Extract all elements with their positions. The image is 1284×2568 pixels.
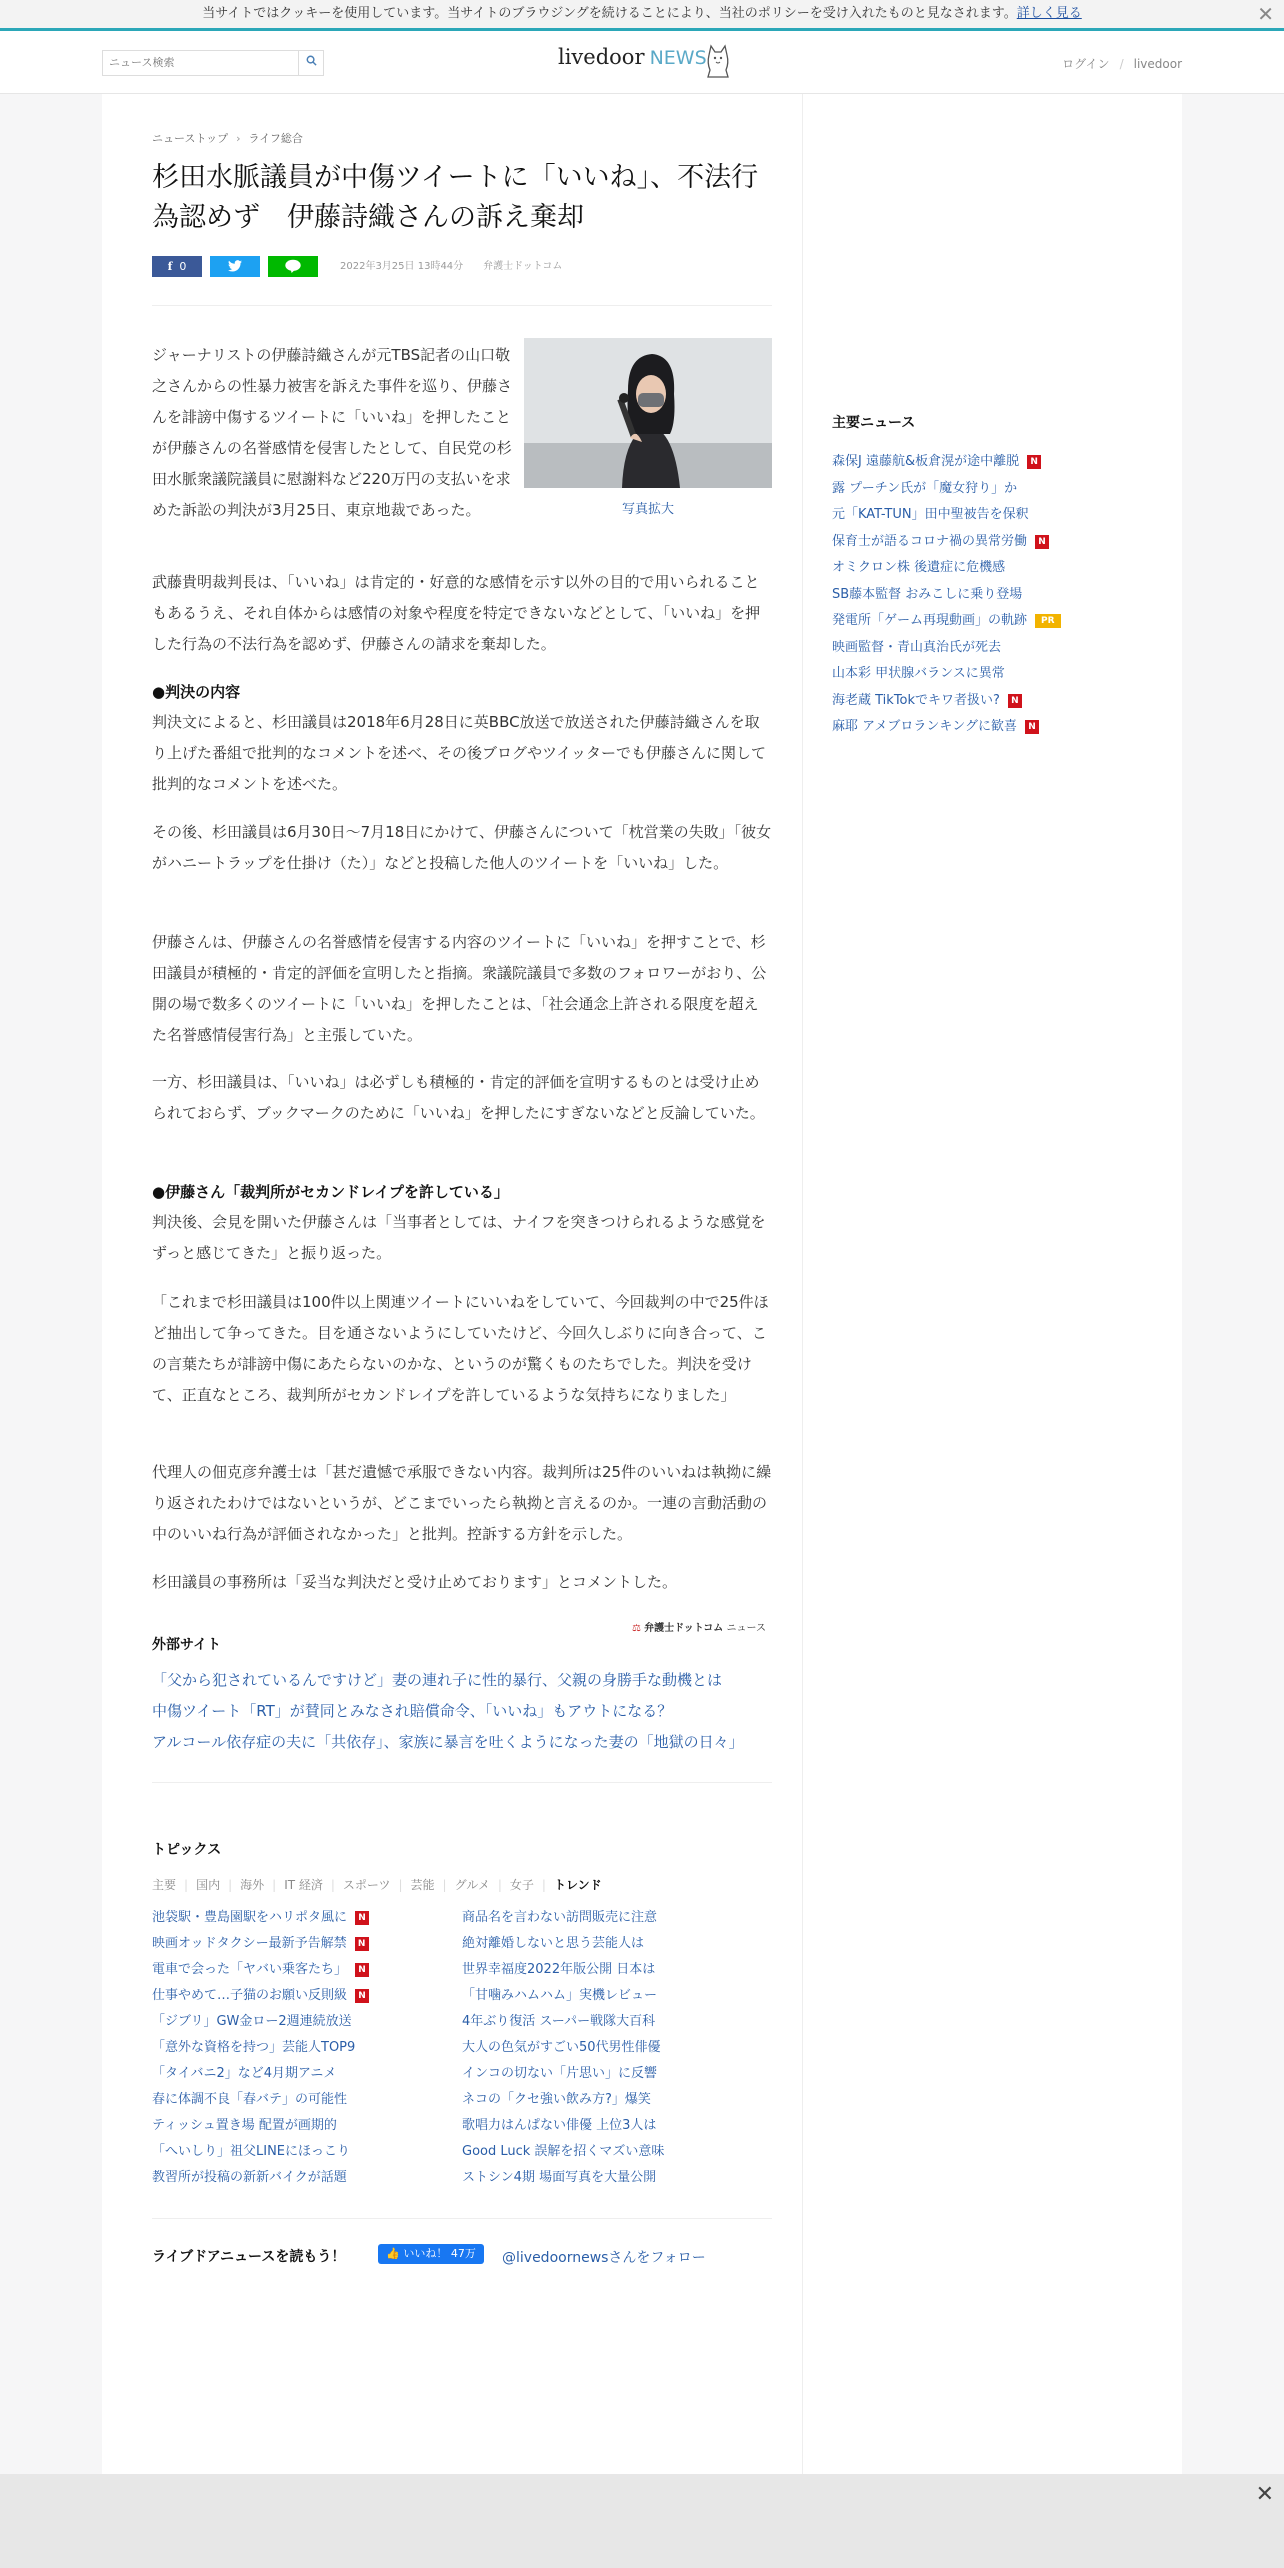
site-logo[interactable] <box>558 45 707 81</box>
article-paragraph: ジャーナリストの伊藤詩織さんが元TBS記者の山口敬之さんからの性暴力被害を訴えた事件を巡り、伊藤さんを誹謗中傷するツイートに「いいね」を押したことが伊藤さんの名誉感情を侵害したとして、自民党の杉田水脈衆議院議員に慰謝料など220万円の支払いを求めた訴訟の判決が3月25日、東京地裁であった。 <box>152 346 513 519</box>
logo-livedoor: livedoor <box>558 45 645 69</box>
new-badge: N <box>1027 455 1041 469</box>
sidebar-item[interactable] <box>832 583 1132 610</box>
tab-separator: | <box>184 1878 189 1892</box>
bottom-ad-bar <box>0 2474 1284 2568</box>
sidebar-item-label[interactable]: SB藤本監督 おみこしに乗り登場 <box>832 586 1023 602</box>
header-separator: / <box>1119 57 1124 71</box>
new-badge: N <box>355 1963 369 1977</box>
twitter-follow-link[interactable]: @livedoornewsさんをフォロー <box>502 2250 706 2266</box>
breadcrumb-life[interactable]: ライフ総合 <box>248 132 303 145</box>
tab-sports[interactable]: スポーツ <box>342 1878 391 1892</box>
list-item[interactable] <box>152 1984 472 2010</box>
topic-link[interactable]: 「へいしり」祖父LINEにほっこり <box>152 2144 351 2159</box>
topic-link[interactable]: 映画オッドタクシー最新予告解禁 <box>152 1936 347 1951</box>
section-heading: ●伊藤さん「裁判所がセカンドレイプを許している」 <box>152 1183 509 1201</box>
article-photo[interactable] <box>524 338 772 488</box>
login-link[interactable]: ログイン <box>1062 57 1110 71</box>
cookie-banner <box>0 0 1284 31</box>
list-item[interactable] <box>152 2140 472 2166</box>
divider <box>152 305 772 306</box>
tab-it-economy[interactable]: IT 経済 <box>284 1878 323 1892</box>
topics-tabs <box>152 1876 610 1893</box>
list-item[interactable] <box>152 2036 472 2062</box>
credit-mark-icon: ⚖ <box>631 1623 641 1634</box>
external-sites-title: 外部サイト <box>152 1637 222 1653</box>
article-heading <box>152 1177 772 1208</box>
breadcrumb-news-top[interactable]: ニューストップ <box>152 132 229 145</box>
livedoor-link[interactable]: livedoor <box>1133 57 1182 71</box>
list-item[interactable] <box>152 2062 472 2088</box>
list-item[interactable] <box>152 2010 472 2036</box>
tab-main[interactable]: 主要 <box>152 1878 177 1892</box>
cat-mascot-icon <box>704 43 732 83</box>
credit-news: ニュース <box>726 1623 766 1634</box>
new-badge: N <box>1035 535 1049 549</box>
sidebar-item[interactable] <box>832 530 1132 557</box>
topic-link[interactable]: 春に体調不良「春バテ」の可能性 <box>152 2092 348 2107</box>
list-item[interactable]: 絶対離婚しないと思う芸能人は <box>462 1936 645 1951</box>
search-icon[interactable] <box>298 51 323 75</box>
main-content <box>102 94 1182 2474</box>
topic-link[interactable]: 仕事やめて…子猫のお願い反則級 <box>152 1988 348 2003</box>
sidebar-item-label[interactable]: 発電所「ゲーム再現動画」の軌跡 <box>832 613 1028 628</box>
tab-women[interactable]: 女子 <box>509 1878 534 1892</box>
topic-link[interactable]: 「タイバニ2」など4月期アニメ <box>152 2066 337 2081</box>
sidebar-item[interactable] <box>832 689 1132 716</box>
twitter-share-button[interactable] <box>210 256 260 277</box>
topic-link[interactable]: 「ジブリ」GW金ロー2週連続放送 <box>152 2014 352 2029</box>
list-item[interactable]: ストシン4期 場面写真を大量公開 <box>462 2170 657 2185</box>
new-badge: N <box>355 1989 369 2003</box>
sidebar-item[interactable] <box>832 662 1132 689</box>
sidebar-title: 主要ニュース <box>832 415 916 431</box>
article-meta <box>340 256 562 277</box>
tab-separator: | <box>398 1878 403 1892</box>
follow-label: ライブドアニュースを読もう！ <box>152 2249 346 2265</box>
external-link[interactable]: アルコール依存症の夫に「共依存」、家族に暴言を吐くようになった妻の「地獄の日々」 <box>152 1733 744 1751</box>
sidebar-item-label[interactable]: 海老蔵 TikTokでキワ者扱い? <box>832 692 1000 708</box>
cookie-close-icon[interactable]: ✕ <box>1257 2 1274 26</box>
list-item[interactable]: 4年ぶり復活 スーパー戦隊大百科 <box>462 2014 656 2029</box>
pr-badge: PR <box>1035 614 1061 628</box>
list-item[interactable] <box>152 2088 472 2114</box>
column-divider <box>802 94 803 2474</box>
header-links <box>1062 55 1182 72</box>
article-paragraph: その後、杉田議員は6月30日～7月18日にかけて、伊藤さんについて「枕営業の失敗」「彼女がハニートラップを仕掛け（た）」などと投稿した他人のツイートを「いいね」した。 <box>152 823 772 872</box>
list-item[interactable] <box>152 2114 472 2140</box>
article-heading <box>152 677 772 708</box>
sidebar-item[interactable] <box>832 477 1132 504</box>
sidebar-item[interactable] <box>832 450 1132 477</box>
facebook-icon: f <box>167 260 173 273</box>
list-item[interactable] <box>152 1932 472 1958</box>
sidebar-item[interactable] <box>832 636 1132 663</box>
sidebar-item[interactable] <box>832 715 1132 742</box>
article-date: 2022年3月25日 13時44分 <box>340 261 464 272</box>
list-item[interactable] <box>152 1958 472 1984</box>
list-item[interactable]: インコの切ない「片思い」に反響 <box>462 2066 658 2081</box>
facebook-share-count: 0 <box>179 260 187 273</box>
sidebar-item[interactable] <box>832 503 1132 530</box>
new-badge: N <box>1025 720 1039 734</box>
sidebar-item-label[interactable]: オミクロン株 後遺症に危機感 <box>832 560 1006 575</box>
article-title: 杉田水脈議員が中傷ツイートに「いいね」、不法行為認めず 伊藤詩織さんの訴え棄却 <box>152 162 759 233</box>
list-item[interactable] <box>152 2166 472 2192</box>
close-icon[interactable]: ✕ <box>1255 2482 1274 2507</box>
tab-separator: | <box>442 1878 447 1892</box>
external-link[interactable]: 「父から犯されているんですけど」妻の連れ子に性的暴行、父親の身勝手な動機とは <box>152 1671 723 1689</box>
sidebar-item-label[interactable]: 麻耶 アメブロランキングに歓喜 <box>832 719 1017 734</box>
sidebar-main-news <box>832 412 1132 742</box>
search-input[interactable] <box>103 52 301 74</box>
divider <box>152 1782 772 1783</box>
tab-domestic[interactable]: 国内 <box>196 1878 221 1892</box>
list-item[interactable]: 歌唱力はんぱない俳優 上位3人は <box>462 2118 657 2133</box>
sidebar-item[interactable] <box>832 609 1132 636</box>
new-badge: N <box>355 1937 369 1951</box>
article-paragraph: 武藤貴明裁判長は、「いいね」は肯定的・好意的な感情を示す以外の目的で用いられることもあるうえ、それ自体からは感情の対象や程度を特定できないなどとして、「いいね」を押した行為の不法行為を認めず、伊藤さんの請求を棄却した。 <box>152 573 761 653</box>
list-item[interactable]: 大人の色気がすごい50代男性俳優 <box>462 2040 661 2055</box>
article-paragraph: 判決文によると、杉田議員は2018年6月28日に英BBC放送で放送された伊藤詩織さんを取り上げた番組で批判的なコメントを述べ、その後ブログやツイッターでも伊藤さんに関して批判的なコメントを述べた。 <box>152 713 766 793</box>
new-badge: N <box>355 1911 369 1925</box>
share-bar <box>152 256 772 278</box>
article-source: 弁護士ドットコム <box>483 261 563 272</box>
list-item[interactable]: 世界幸福度2022年版公開 日本は <box>462 1962 656 1977</box>
topic-link[interactable]: ティッシュ置き場 配置が画期的 <box>152 2118 337 2133</box>
tab-separator: | <box>497 1878 502 1892</box>
thumbs-up-icon: 👍 <box>386 2247 400 2260</box>
list-item[interactable]: 「甘噛みハムハム」実機レビュー <box>462 1988 658 2003</box>
topic-link[interactable]: 「意外な資格を持つ」芸能人TOP9 <box>152 2040 356 2055</box>
list-item[interactable]: ネコの「クセ強い飲み方?」爆笑 <box>462 2092 651 2107</box>
line-share-button[interactable] <box>268 256 318 277</box>
article-paragraph: 判決後、会見を開いた伊藤さんは「当事者としては、ナイフを突きつけられるような感覚をずっと感じてきた」と振り返った。 <box>152 1213 766 1262</box>
cookie-text: 当サイトではクッキーを使用しています。当サイトのブラウジングを続けることにより、当社のポリシーを受け入れたものと見なされます。 <box>202 6 1017 21</box>
article-paragraph: 「これまで杉田議員は100件以上関連ツイートにいいねをしていて、今回裁判の中で25件ほど抽出して争ってきた。目を通さないようにしていたけど、今回久しぶりに向き合って、この言葉たちが誹謗中傷にあたらないのかな、というのが驚くものたちでした。判決を受けて、正直なところ、裁判所がセカンドレイプを許しているような気持ちになりました」 <box>152 1293 769 1404</box>
follow-bar <box>152 2244 772 2284</box>
divider <box>152 2218 772 2219</box>
sidebar-item[interactable] <box>832 556 1132 583</box>
topic-link[interactable]: 電車で会った「ヤバい乗客たち」 <box>152 1962 348 1977</box>
sidebar-item-label[interactable]: 映画監督・青山真治氏が死去 <box>832 639 1002 655</box>
topics-list-left <box>152 1906 472 2192</box>
sidebar-item-label[interactable]: 保育士が語るコロナ禍の異常労働 <box>832 533 1028 549</box>
section-heading: ●判決の内容 <box>152 683 241 701</box>
tab-separator: | <box>228 1878 233 1892</box>
facebook-share-button[interactable] <box>152 256 202 277</box>
list-item[interactable] <box>152 1906 472 1932</box>
topic-link[interactable]: 池袋駅・豊島園駅をハリポタ風に <box>152 1910 348 1925</box>
tab-entertainment[interactable]: 芸能 <box>410 1878 435 1892</box>
external-link[interactable]: 中傷ツイート「RT」が賛同とみなされ賠償命令、「いいね」もアウトになる？ <box>152 1702 673 1720</box>
list-item[interactable]: 商品名を言わない訪問販売に注意 <box>462 1910 658 1925</box>
sidebar-item-label[interactable]: 森保J 遠藤航&板倉滉が途中離脱 <box>832 454 1020 469</box>
site-header <box>0 31 1284 94</box>
tab-separator: | <box>272 1878 277 1892</box>
tab-gourmet[interactable]: グルメ <box>454 1878 490 1892</box>
article-paragraph: 杉田議員の事務所は「妥当な判決だと受け止めております」とコメントした。 <box>152 1573 678 1591</box>
cookie-more-link[interactable]: 詳しく見る <box>1016 6 1082 21</box>
like-count: いいね！ 47万 <box>403 2247 476 2260</box>
photo-enlarge-link[interactable]: 写真拡大 <box>621 502 674 517</box>
tab-overseas[interactable]: 海外 <box>240 1878 265 1892</box>
sidebar-item-label[interactable]: 露 プーチン氏が「魔女狩り」か <box>832 480 1018 496</box>
tab-separator: | <box>330 1878 335 1892</box>
topics-title: トピックス <box>152 1842 222 1858</box>
article-paragraph: 一方、杉田議員は、「いいね」は必ずしも積極的・肯定的評価を宣明するものとは受け止められておらず、ブックマークのために「いいね」を押したにすぎないなどと反論していた。 <box>152 1073 765 1122</box>
tab-trend[interactable]: トレンド <box>553 1878 602 1892</box>
facebook-like-button[interactable] <box>378 2244 484 2264</box>
search-box <box>102 50 324 76</box>
article-paragraph: 代理人の佃克彦弁護士は「甚だ遺憾で承服できない内容。裁判所は25件のいいねは執拗に繰り返されたわけではないというが、どこまでいったら執拗と言えるのか。一連の言動活動の中のいいね行為が評価されなかった」と批判。控訴する方針を示した。 <box>152 1463 772 1543</box>
sidebar-item-label[interactable]: 元「KAT-TUN」田中聖被告を保釈 <box>832 507 1029 522</box>
sidebar-item-label[interactable]: 山本彩 甲状腺バランスに異常 <box>832 666 1005 681</box>
topic-link[interactable]: 教習所が投稿の新新バイクが話題 <box>152 2170 347 2185</box>
credit-brand: 弁護士ドットコム <box>644 1623 724 1634</box>
list-item[interactable]: Good Luck 誤解を招くマズい意味 <box>462 2144 665 2159</box>
new-badge: N <box>1008 694 1022 708</box>
twitter-bird-icon <box>228 260 242 272</box>
chevron-right-icon: › <box>236 132 241 145</box>
logo-news: NEWS <box>649 47 707 69</box>
tab-separator: | <box>541 1878 546 1892</box>
topics-list-right <box>462 1906 782 2192</box>
source-credit-logo <box>632 1619 766 1634</box>
breadcrumb <box>152 130 303 146</box>
line-icon <box>284 259 302 273</box>
article-paragraph: 伊藤さんは、伊藤さんの名誉感情を侵害する内容のツイートに「いいね」を押すことで、杉田議員が積極的・肯定的評価を宣明したと指摘。衆議院議員で多数のフォロワーがおり、公開の場で数多くのツイートに「いいね」を押したことは、「社会通念上許される限度を超えた名誉感情侵害行為」と主張していた。 <box>152 933 767 1044</box>
